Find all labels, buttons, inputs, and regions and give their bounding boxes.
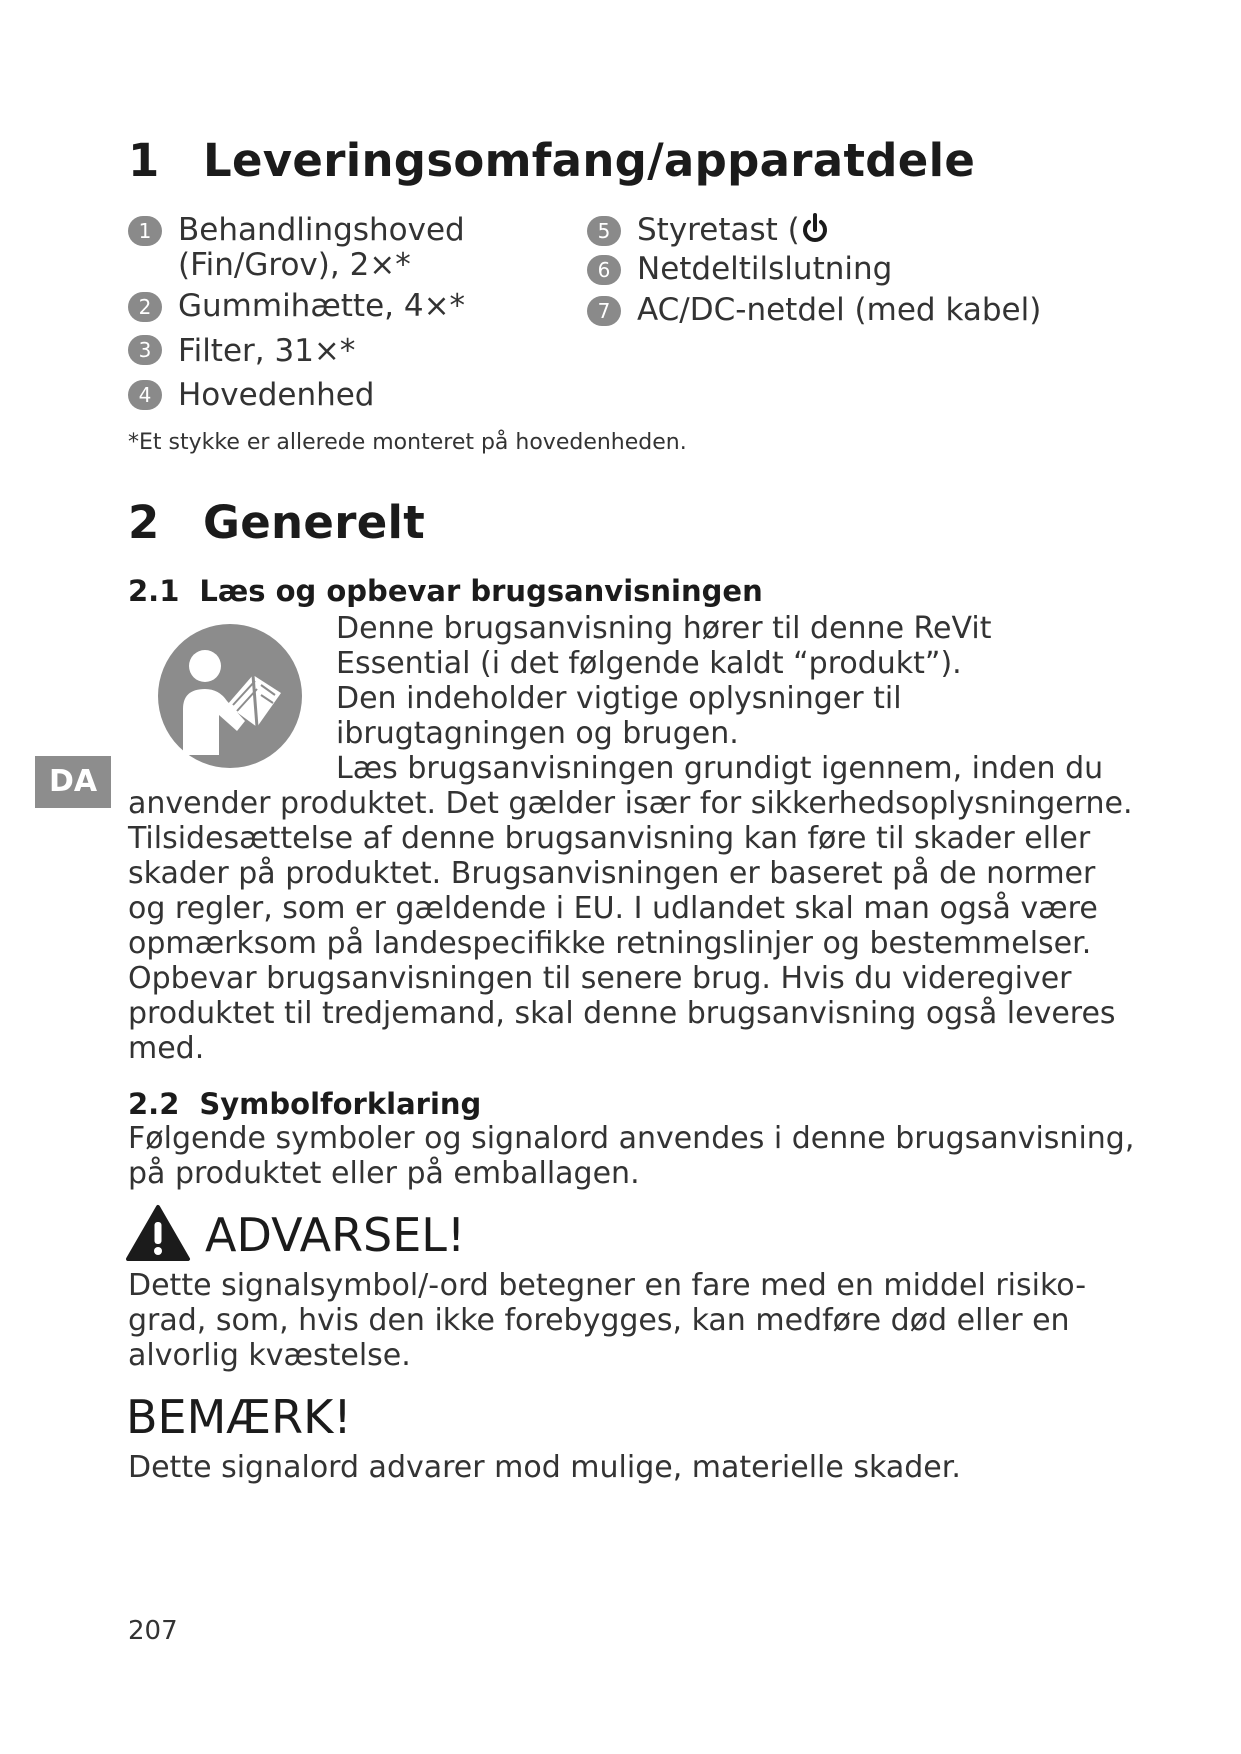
text-line: skader på produktet. Brugsanvisningen er baseret på de normer (128, 856, 1096, 891)
subsection-2-1-heading (128, 574, 763, 608)
language-tab: DA (35, 756, 111, 808)
list-item: Netdeltilslutning (637, 251, 893, 287)
page-number: 207 (128, 1616, 178, 1646)
text-line: anvender produktet. Det gælder især for sikkerhedsoplysningerne. (128, 786, 1133, 821)
part-number-badge: 4 (128, 380, 162, 410)
part-number-badge: 6 (587, 255, 621, 285)
notice-label: BEMÆRK! (126, 1390, 352, 1444)
subsection-number: 2.2 (128, 1087, 180, 1121)
footnote: *Et stykke er allerede monteret på hovedenheden. (128, 430, 687, 455)
subsection-number: 2.1 (128, 574, 180, 608)
text-line: Dette signalord advarer mod mulige, materielle skader. (128, 1450, 961, 1485)
text-line: ibrugtagningen og brugen. (336, 716, 739, 751)
part-number-badge: 2 (128, 292, 162, 322)
list-item (637, 212, 830, 248)
text-line: på produktet eller på emballagen. (128, 1156, 640, 1191)
part-number-badge: 7 (587, 296, 621, 326)
subsection-2-2-heading (128, 1087, 481, 1121)
text-line: Opbevar brugsanvisningen til senere brug. Hvis du videregiver (128, 961, 1072, 996)
list-item-label: Styretast ( (637, 212, 800, 248)
warning-triangle-icon (125, 1204, 191, 1262)
text-line: Denne brugsanvisning hører til denne ReVit (336, 611, 992, 646)
text-line: og regler, som er gældende i EU. I udlandet skal man også være (128, 891, 1098, 926)
list-item: Behandlingshoved (178, 212, 465, 248)
warning-label: ADVARSEL! (205, 1208, 466, 1262)
text-line: grad, som, hvis den ikke forebygges, kan medføre død eller en (128, 1303, 1070, 1338)
section-2-title: Generelt (203, 496, 426, 549)
part-number-badge: 5 (587, 216, 621, 246)
text-line: Tilsidesættelse af denne brugsanvisning kan føre til skader eller (128, 821, 1091, 856)
text-line: Følgende symboler og signalord anvendes i denne brugsanvisning, (128, 1121, 1135, 1156)
list-item: Gummihætte, 4×* (178, 288, 466, 324)
list-item: (Fin/Grov), 2×* (178, 247, 411, 283)
part-number-badge: 3 (128, 335, 162, 365)
power-icon (800, 213, 830, 245)
read-manual-icon (157, 623, 303, 769)
section-2-number: 2 (128, 496, 160, 549)
text-line: produktet til tredjemand, skal denne brugsanvisning også leveres (128, 996, 1116, 1031)
list-item: Filter, 31×* (178, 333, 356, 369)
section-1-title: Leveringsomfang/apparatdele (203, 134, 976, 187)
subsection-title: Symbolforklaring (199, 1087, 482, 1121)
text-line: med. (128, 1031, 205, 1066)
text-line: opmærksom på landespecifikke retningslinjer og bestemmelser. (128, 926, 1092, 961)
text-line: alvorlig kvæstelse. (128, 1338, 411, 1373)
text-line: Dette signalsymbol/-ord betegner en fare med en middel risiko- (128, 1268, 1087, 1303)
part-number-badge: 1 (128, 216, 162, 246)
text-line: Den indeholder vigtige oplysninger til (336, 681, 902, 716)
subsection-title: Læs og opbevar brugsanvisningen (199, 574, 763, 608)
list-item: AC/DC-netdel (med kabel) (637, 292, 1042, 328)
text-line: Essential (i det følgende kaldt “produkt”). (336, 646, 962, 681)
text-line: Læs brugsanvisningen grundigt igennem, inden du (336, 751, 1104, 786)
list-item: Hovedenhed (178, 377, 375, 413)
section-1-number: 1 (128, 134, 160, 187)
